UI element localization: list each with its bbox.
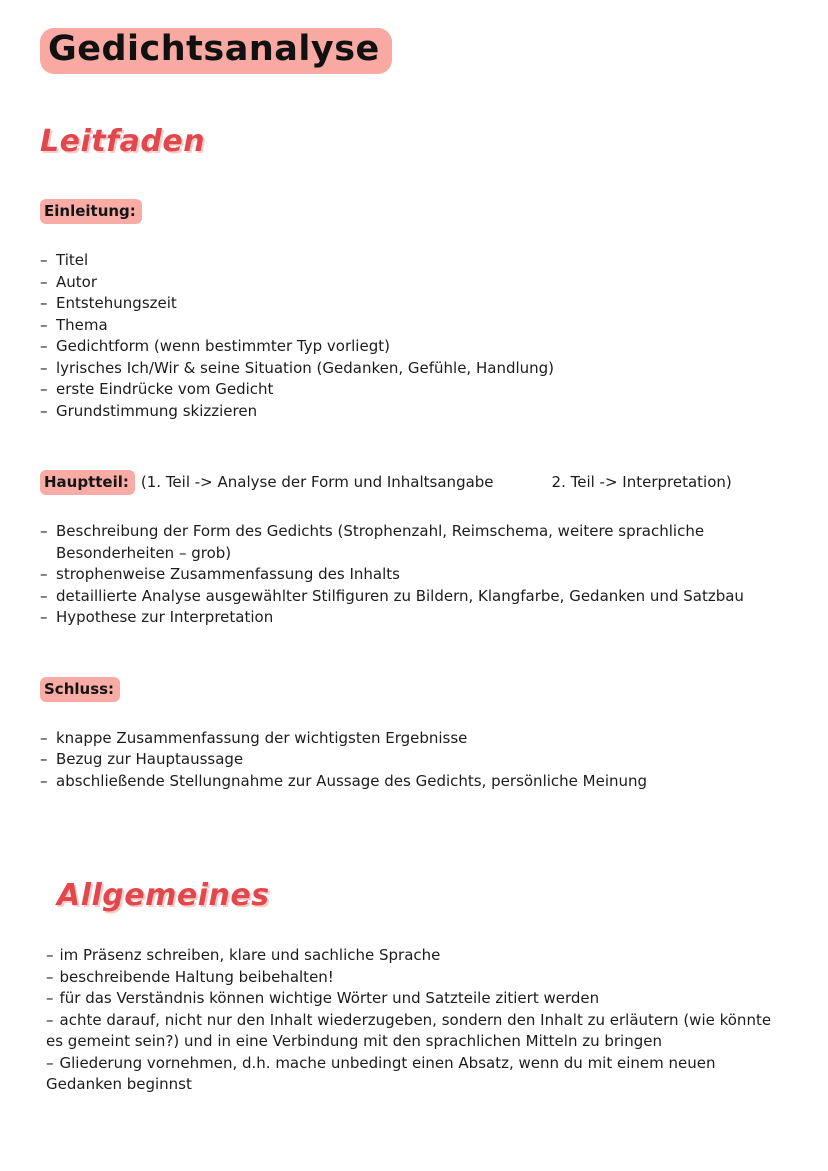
bullet-dash: – (40, 586, 48, 605)
list-item-text: lyrisches Ich/Wir & seine Situation (Gedanken, Gefühle, Handlung) (56, 358, 555, 377)
list-item-text: erste Eindrücke vom Gedicht (56, 380, 274, 398)
list-item (40, 315, 768, 337)
list-item-text: detaillierte Analyse ausgewählter Stilfiguren zu Bildern, Klangfarbe, Gedanken und Satzbau (56, 586, 744, 605)
list-item (40, 401, 768, 423)
bullet-dash: – (40, 272, 48, 291)
bullet-dash: – (40, 358, 48, 377)
list-item (40, 607, 768, 629)
bullet-dash: – (40, 337, 48, 355)
bullet-dash: – (40, 251, 48, 269)
bullet-dash: – (40, 380, 48, 398)
bullet-dash: – (40, 315, 48, 334)
schluss-label-row (40, 677, 780, 702)
section-heading-leitfaden: Leitfaden (40, 124, 206, 159)
list-item (40, 336, 768, 358)
list-item (46, 945, 780, 967)
bullet-dash: – (40, 750, 48, 768)
list-item-text: abschließende Stellungnahme zur Aussage des Gedichts, persönliche Meinung (56, 771, 648, 790)
section-heading-allgemeines: Allgemeines (57, 878, 270, 913)
bullet-dash: – (40, 294, 48, 312)
list-item-text: knappe Zusammenfassung der wichtigsten Ergebnisse (56, 728, 468, 747)
list-item-text: Titel (56, 251, 89, 269)
label-schluss: Schluss: (40, 677, 120, 702)
list-item (40, 293, 768, 315)
list-item-text: Bezug zur Hauptaussage (56, 750, 244, 768)
allgemeines-list (46, 945, 780, 1096)
list-item-text: beschreibende Haltung beibehalten! (59, 967, 334, 986)
bullet-dash: – (40, 565, 48, 583)
label-hauptteil: Hauptteil: (40, 470, 135, 495)
list-item-text: im Präsenz schreiben, klare und sachliche Sprache (59, 946, 441, 964)
hauptteil-label-row (40, 470, 780, 495)
list-item (40, 728, 768, 750)
hauptteil-list (40, 521, 768, 629)
list-item (40, 379, 768, 401)
label-einleitung: Einleitung: (40, 199, 142, 224)
bullet-dash: – (46, 1053, 54, 1072)
schluss-list (40, 728, 768, 793)
list-item-text: Grundstimmung skizzieren (56, 401, 258, 420)
list-item (46, 1010, 780, 1053)
list-item (46, 1053, 780, 1096)
page-title (40, 28, 780, 74)
list-item-text: Thema (56, 315, 108, 334)
list-item-text: Beschreibung der Form des Gedichts (Strophenzahl, Reimschema, weitere sprachliche Besonderheiten – grob) (56, 522, 705, 562)
list-item (40, 521, 768, 564)
page-title-text: Gedichtsanalyse (40, 28, 392, 74)
list-item-text: für das Verständnis können wichtige Wörter und Satzteile zitiert werden (59, 989, 600, 1007)
bullet-dash: – (46, 967, 54, 986)
bullet-dash: – (40, 401, 48, 420)
list-item-text: Entstehungszeit (56, 294, 177, 312)
bullet-dash: – (46, 1010, 54, 1029)
einleitung-list (40, 250, 768, 422)
bullet-dash: – (46, 946, 54, 964)
list-item-text: Hypothese zur Interpretation (56, 608, 274, 626)
bullet-dash: – (40, 728, 48, 747)
list-item (40, 272, 768, 294)
list-item-text: Gliederung vornehmen, d.h. mache unbedingt einen Absatz, wenn du mit einem neuen Gedanken beginnst (46, 1053, 716, 1093)
list-item (40, 358, 768, 380)
hauptteil-note-part2: 2. Teil -> Interpretation) (551, 473, 732, 491)
bullet-dash: – (40, 771, 48, 790)
list-item (40, 250, 768, 272)
list-item-text: Autor (56, 272, 97, 291)
list-item (40, 586, 768, 608)
einleitung-label-row (40, 199, 780, 224)
list-item (46, 988, 780, 1010)
hauptteil-note-part1: (1. Teil -> Analyse der Form und Inhaltsangabe (140, 473, 494, 491)
list-item-text: strophenweise Zusammenfassung des Inhalts (56, 565, 400, 583)
list-item (46, 967, 780, 989)
list-item-text: Gedichtform (wenn bestimmter Typ vorliegt) (56, 337, 390, 355)
list-item (40, 749, 768, 771)
list-item (40, 771, 768, 793)
bullet-dash: – (46, 989, 54, 1007)
list-item-text: achte darauf, nicht nur den Inhalt wiederzugeben, sondern den Inhalt zu erläutern (wie könnte es gemeint sein?) und in eine Verbindung mit den sprachlichen Mitteln zu bringen (46, 1010, 772, 1050)
list-item (40, 564, 768, 586)
bullet-dash: – (40, 608, 48, 626)
bullet-dash: – (40, 522, 48, 540)
